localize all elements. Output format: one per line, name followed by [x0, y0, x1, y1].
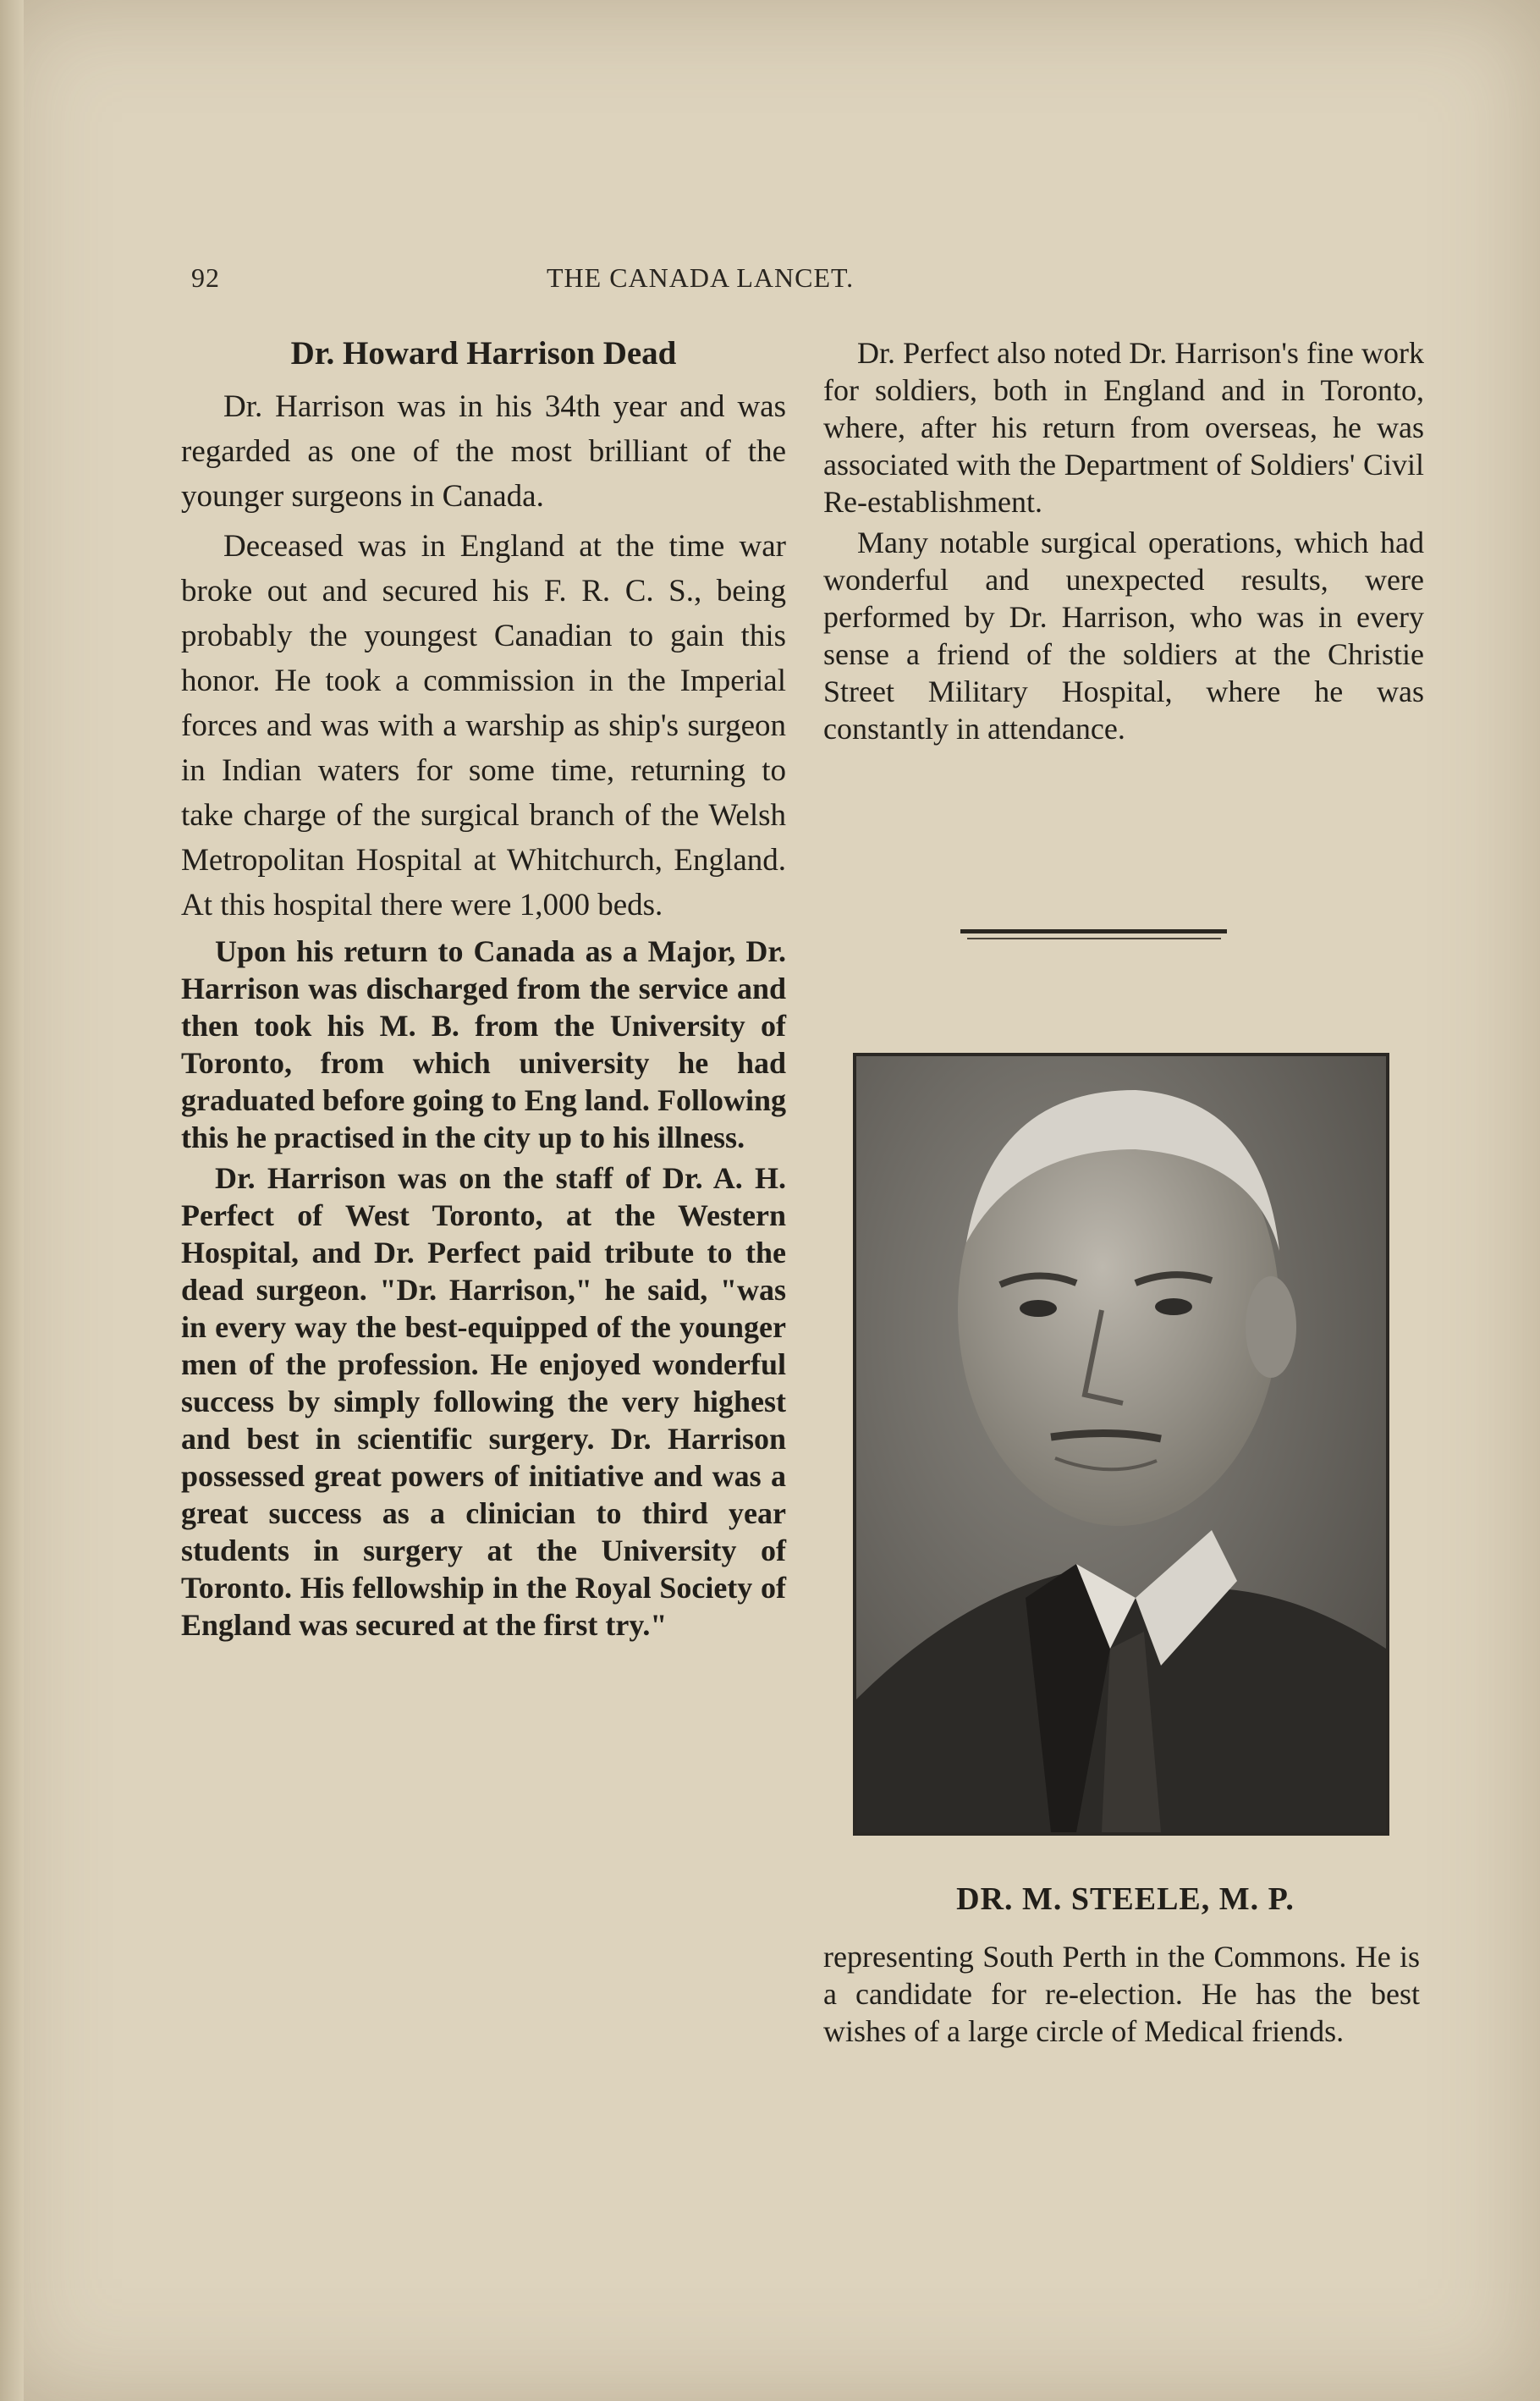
- portrait-photo: [853, 1053, 1389, 1836]
- article-paragraph: Dr. Perfect also noted Dr. Harrison's fine work for soldiers, both in England and in Toronto, where, after his return from overseas, he was associated with the Department of Soldiers' Civil Re-establishment.: [823, 336, 1424, 519]
- right-column: [823, 334, 1424, 751]
- portrait-caption: DR. M. STEELE, M. P.: [956, 1881, 1295, 1917]
- caption-continuation-column: [823, 1938, 1420, 2050]
- article-paragraph: Dr. Harrison was in his 34th year and was regarded as one of the most brilliant of the younger surgeons in Canada.: [181, 389, 786, 514]
- article-paragraph: Deceased was in England at the time war broke out and secured his F. R. C. S., being probably the youngest Canadian to gain this honor. He took a commission in the Imperial forces and was with a warship as ship's surgeon in Indian waters for some time, returning to take charge of the surgical branch of the Welsh Metropolitan Hospital at Whitchurch, England. At this hospital there were 1,000 beds.: [181, 529, 786, 922]
- divider-thick-line: [960, 929, 1227, 933]
- article-title: Dr. Howard Harrison Dead: [290, 335, 677, 372]
- article-paragraph: Many notable surgical operations, which had wonderful and unexpected results, were performed by Dr. Harrison, who was in every sense a friend of the soldiers at the Christie Street Military Hospital, where he was constantly in attendance.: [823, 526, 1424, 746]
- section-divider: [960, 929, 1227, 941]
- portrait-illustration: [856, 1056, 1386, 1832]
- page-number: 92: [191, 262, 220, 293]
- caption-continuation: representing South Perth in the Commons. He is a candidate for re-election. He has the best wishes of a large circle of Medical friends.: [823, 1940, 1420, 2048]
- divider-thin-line: [967, 938, 1221, 939]
- page-binding-edge: [0, 0, 24, 2401]
- article-paragraph: Dr. Harrison was on the staff of Dr. A. H. Perfect of West Toronto, at the Western Hospital, and Dr. Perfect paid tribute to the dead surgeon. "Dr. Harrison," he said, "was in every way the best-equipped of the younger men of the profession. He enjoyed wonderful success by simply following the very highest and best in scientific surgery. Dr. Harrison possessed great powers of initiative and was a great success as a clinician to third year students in surgery at the University of Toronto. His fellowship in the Royal Society of England was secured at the first try.": [181, 1161, 786, 1642]
- left-column: [181, 334, 786, 1647]
- running-head: [191, 262, 1410, 300]
- article-paragraph: Upon his return to Canada as a Major, Dr. Harrison was discharged from the service and then took his M. B. from the University of Toronto, from which university he had graduated before going to Eng land. Following this he practised in the city up to his illness.: [181, 934, 786, 1154]
- journal-title: THE CANADA LANCET.: [547, 262, 855, 293]
